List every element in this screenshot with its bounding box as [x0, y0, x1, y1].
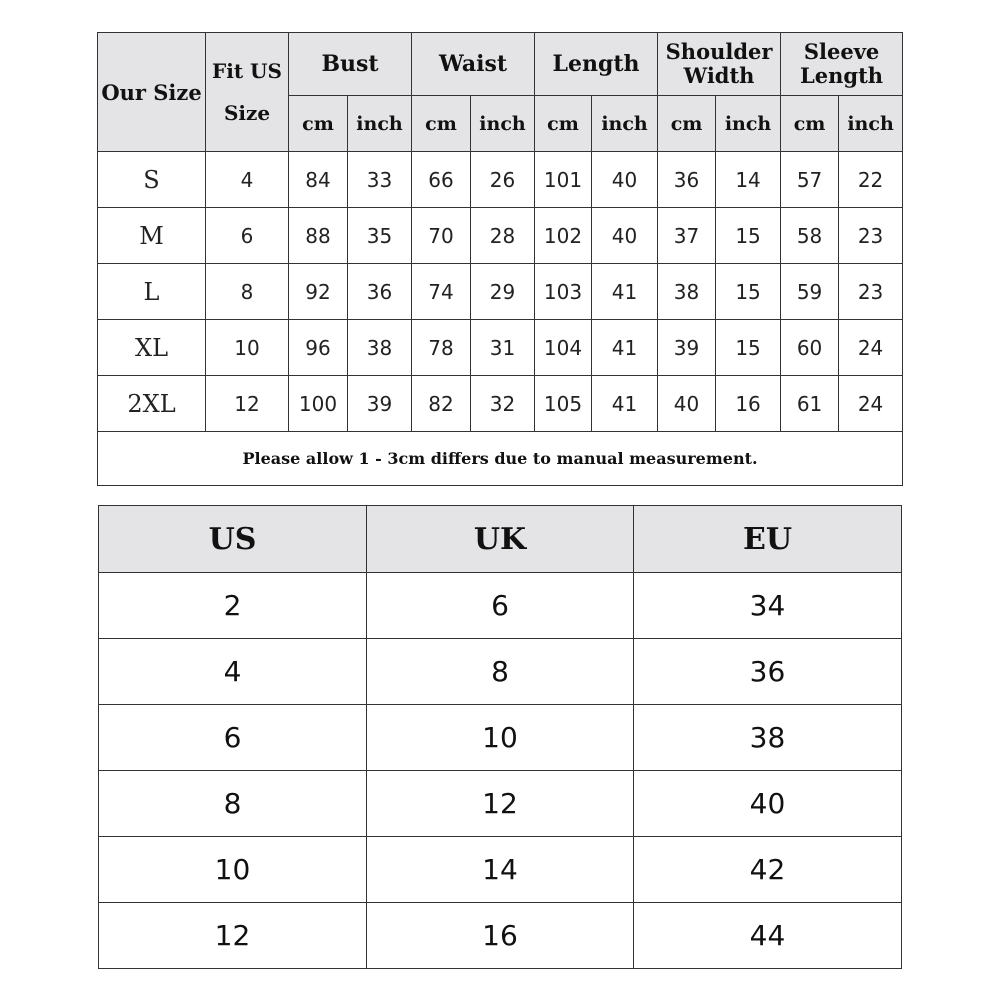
waist-cm-value: 78	[412, 320, 471, 376]
waist-inch-value: 31	[471, 320, 535, 376]
uk-column-header: UK	[367, 506, 634, 573]
unit-cm-header: cm	[289, 96, 348, 152]
length-inch-value: 40	[592, 208, 658, 264]
us-size-value: 8	[99, 771, 367, 837]
unit-cm-header: cm	[781, 96, 839, 152]
sleeve-header-line1: Sleeve	[803, 39, 880, 64]
shoulder-inch-value: 14	[716, 152, 781, 208]
conversion-header-row	[99, 506, 902, 573]
sleeve-cm-value: 61	[781, 376, 839, 432]
waist-inch-value: 32	[471, 376, 535, 432]
eu-size-value: 40	[634, 771, 902, 837]
us-column-header: US	[99, 506, 367, 573]
length-inch-value: 41	[592, 320, 658, 376]
unit-inch-header: inch	[592, 96, 658, 152]
us-size-value: 2	[99, 573, 367, 639]
unit-inch-header: inch	[471, 96, 535, 152]
bust-cm-value: 100	[289, 376, 348, 432]
sleeve-inch-value: 24	[839, 376, 903, 432]
measurement-note: Please allow 1 - 3cm differs due to manual measurement.	[98, 432, 903, 486]
waist-inch-value: 28	[471, 208, 535, 264]
size-row-xl	[98, 320, 903, 376]
eu-column-header: EU	[634, 506, 902, 573]
shoulder-cm-value: 36	[658, 152, 716, 208]
size-chart-header-row	[98, 33, 903, 96]
length-cm-value: 104	[535, 320, 592, 376]
shoulder-inch-value: 15	[716, 320, 781, 376]
conversion-row	[99, 837, 902, 903]
us-size-value: 6	[99, 705, 367, 771]
shoulder-cm-value: 40	[658, 376, 716, 432]
unit-cm-header: cm	[412, 96, 471, 152]
measurement-note-row	[98, 432, 903, 486]
fit-us-header-line2: Size	[223, 101, 271, 125]
size-label: XL	[98, 320, 206, 376]
unit-inch-header: inch	[839, 96, 903, 152]
sleeve-inch-value: 22	[839, 152, 903, 208]
size-label: L	[98, 264, 206, 320]
fit-us-value: 4	[206, 152, 289, 208]
bust-header	[289, 33, 412, 96]
us-size-value: 4	[99, 639, 367, 705]
length-inch-value: 40	[592, 152, 658, 208]
fit-us-value: 12	[206, 376, 289, 432]
shoulder-cm-value: 37	[658, 208, 716, 264]
length-cm-value: 105	[535, 376, 592, 432]
bust-inch-value: 38	[348, 320, 412, 376]
shoulder-cm-value: 38	[658, 264, 716, 320]
fit-us-header-line1: Fit US	[212, 59, 282, 83]
bust-cm-value: 96	[289, 320, 348, 376]
shoulder-cm-value: 39	[658, 320, 716, 376]
shoulder-inch-value: 15	[716, 264, 781, 320]
size-row-m	[98, 208, 903, 264]
sleeve-inch-value: 24	[839, 320, 903, 376]
conversion-row	[99, 771, 902, 837]
size-row-s	[98, 152, 903, 208]
bust-inch-value: 35	[348, 208, 412, 264]
waist-header	[412, 33, 535, 96]
waist-inch-value: 26	[471, 152, 535, 208]
size-label: 2XL	[98, 376, 206, 432]
our-size-header: Our Size	[98, 33, 206, 152]
size-label: M	[98, 208, 206, 264]
waist-cm-value: 66	[412, 152, 471, 208]
size-conversion-table	[98, 505, 902, 969]
us-size-value: 10	[99, 837, 367, 903]
waist-cm-value: 82	[412, 376, 471, 432]
waist-header-label: Waist	[439, 51, 507, 77]
length-cm-value: 102	[535, 208, 592, 264]
shoulder-width-header	[658, 33, 781, 96]
conversion-row	[99, 573, 902, 639]
sleeve-inch-value: 23	[839, 208, 903, 264]
uk-size-value: 8	[367, 639, 634, 705]
unit-inch-header: inch	[348, 96, 412, 152]
shoulder-header-line1: Shoulder	[665, 39, 773, 64]
sleeve-cm-value: 59	[781, 264, 839, 320]
fit-us-size-header	[206, 33, 289, 152]
size-label: S	[98, 152, 206, 208]
unit-cm-header: cm	[658, 96, 716, 152]
conversion-row	[99, 903, 902, 969]
size-chart-table	[97, 32, 903, 486]
shoulder-header-line2: Width	[683, 63, 755, 88]
sleeve-length-header	[781, 33, 903, 96]
bust-cm-value: 92	[289, 264, 348, 320]
bust-inch-value: 36	[348, 264, 412, 320]
length-header-label: Length	[552, 51, 640, 77]
unit-inch-header: inch	[716, 96, 781, 152]
length-cm-value: 101	[535, 152, 592, 208]
uk-size-value: 16	[367, 903, 634, 969]
fit-us-value: 8	[206, 264, 289, 320]
waist-cm-value: 74	[412, 264, 471, 320]
length-inch-value: 41	[592, 264, 658, 320]
fit-us-value: 10	[206, 320, 289, 376]
fit-us-value: 6	[206, 208, 289, 264]
shoulder-inch-value: 16	[716, 376, 781, 432]
sleeve-cm-value: 57	[781, 152, 839, 208]
length-cm-value: 103	[535, 264, 592, 320]
uk-size-value: 6	[367, 573, 634, 639]
unit-cm-header: cm	[535, 96, 592, 152]
us-size-value: 12	[99, 903, 367, 969]
bust-header-label: Bust	[321, 51, 379, 77]
size-row-2xl	[98, 376, 903, 432]
length-header	[535, 33, 658, 96]
eu-size-value: 42	[634, 837, 902, 903]
waist-cm-value: 70	[412, 208, 471, 264]
uk-size-value: 10	[367, 705, 634, 771]
sleeve-inch-value: 23	[839, 264, 903, 320]
conversion-row	[99, 639, 902, 705]
sleeve-header-line2: Length	[800, 63, 884, 88]
bust-cm-value: 84	[289, 152, 348, 208]
sleeve-cm-value: 60	[781, 320, 839, 376]
bust-cm-value: 88	[289, 208, 348, 264]
sleeve-cm-value: 58	[781, 208, 839, 264]
waist-inch-value: 29	[471, 264, 535, 320]
eu-size-value: 38	[634, 705, 902, 771]
size-row-l	[98, 264, 903, 320]
eu-size-value: 34	[634, 573, 902, 639]
bust-inch-value: 33	[348, 152, 412, 208]
eu-size-value: 36	[634, 639, 902, 705]
uk-size-value: 12	[367, 771, 634, 837]
shoulder-inch-value: 15	[716, 208, 781, 264]
bust-inch-value: 39	[348, 376, 412, 432]
eu-size-value: 44	[634, 903, 902, 969]
uk-size-value: 14	[367, 837, 634, 903]
length-inch-value: 41	[592, 376, 658, 432]
conversion-row	[99, 705, 902, 771]
